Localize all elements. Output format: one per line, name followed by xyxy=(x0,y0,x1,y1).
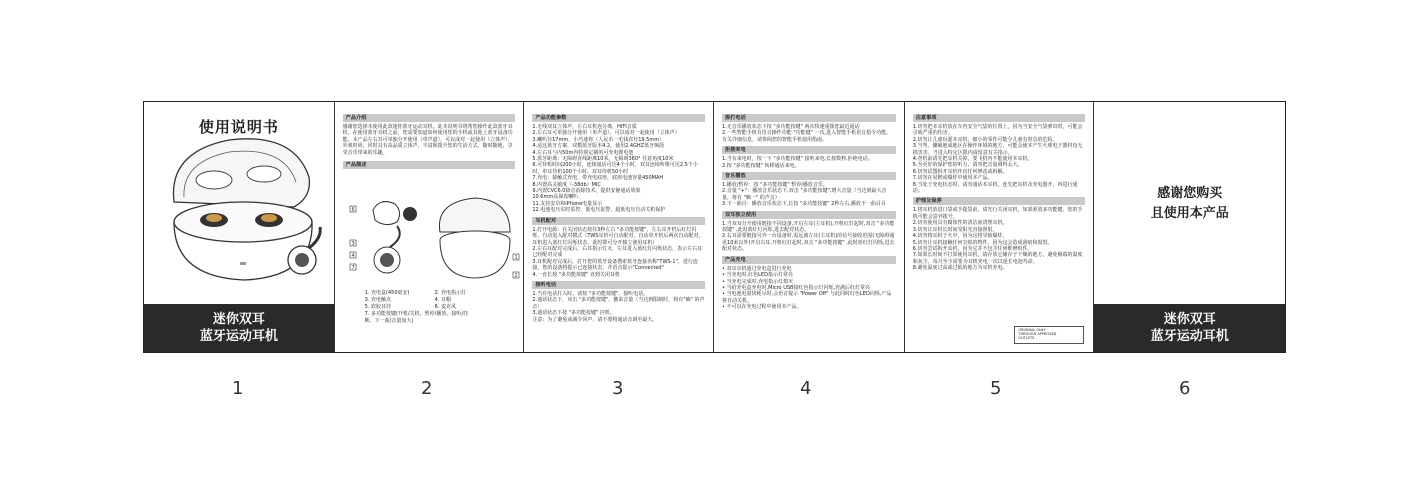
product-intro-panel xyxy=(335,102,525,352)
section-header-pairing: 耳机配对 xyxy=(532,217,705,225)
calls-text: 1.当有电话打入时，请按 "多功能按键"，接听电话。 2.通话状态下，双击 "多功能按键"，撤来音量（当达到限制时，将有"嘀" 的声音） 3.通话状态下按 "多功能按键" 挂机。 注意：为了避免或减少回声，请不要将通话音调至最大。 xyxy=(532,290,705,323)
svg-text:6: 6 xyxy=(351,207,355,213)
svg-text:1: 1 xyxy=(514,255,518,261)
specs-panel xyxy=(524,102,714,352)
notes-panel xyxy=(905,102,1095,352)
section-header-care: 护理及保养 xyxy=(913,197,1086,205)
svg-text:7: 7 xyxy=(351,265,355,271)
footer-line-1: 迷你双耳 xyxy=(212,312,265,327)
thanks-line-2: 且使用本产品 xyxy=(1150,206,1229,221)
section-header-intro: 产品介绍 xyxy=(343,114,516,122)
section-header-description: 产品描述 xyxy=(343,161,516,169)
thanks-message xyxy=(1094,184,1285,224)
svg-text:4: 4 xyxy=(351,253,355,259)
part-label: 4. 耳帽 xyxy=(434,297,452,303)
section-header-dial: 拨打电话 xyxy=(722,114,896,122)
footer-line-2: 蓝牙运动耳机 xyxy=(199,329,278,344)
logo-line: THROUGH APPROVED xyxy=(1018,332,1057,336)
svg-text:2: 2 xyxy=(514,273,518,279)
cover-footer xyxy=(144,304,334,352)
manual-strip xyxy=(143,101,1286,353)
part-label: 6. 麦克风 xyxy=(434,304,457,310)
part-labels xyxy=(365,290,515,325)
charging-text: • 双耳耳机通过充电盒进行充电 • 当充电时,红色LED指示灯常亮 • 当充电完成时,充电指示灯熄灭 • 当给充电盒充电时,Micro USB接红色指示灯闪烁,充满后红灯常亮 • 当电池电量快耗尽时,会语音提示 "Power Off" 与此同时红色LED闪烁,产品将自动关机。 • 不可以在充电过程中使用本产品。 xyxy=(722,265,892,311)
care-text: 1.将耳机放进口袋或手提袋前，请先行关闭耳机，如果须放多功能键，您的手机可能会意外拨号。 2.切勿使用具有腐蚀性的清洁液清理耳机。 3.切勿让耳机长时间受阳光直接照射。 4.切勿将耳机于火中，因为这将导致爆炸。 5.切勿让耳机接触任何尖锐的物件，因为这会造成刮痕和损毁。 6.切勿尝试拆开耳机，因为它并不包含任何维修组件。 7.如果长时间不打算使用耳机，请存放它储存于干燥的地方，避免极端的温度和灰尘，每月至少需要为耳机充电一次以延长电池寿命。 8.避免温度过高或过低的地方为耳机充电。 xyxy=(912,207,1083,272)
section-header-specs: 产品功能参数 xyxy=(532,114,705,122)
page-number: 3 xyxy=(612,378,624,399)
logo-line: OUTLETS xyxy=(1018,336,1035,340)
section-header-reject: 拒接来电 xyxy=(722,146,896,154)
solo-text: 1.当双耳分开使用链接不同设备,开启左耳(主耳机),开机红灯起时,双击 "多功能按键" ,此时蓝红灯闪烁,进去配对状态。 2.右耳需要链接另外一台设备时,需远离左耳(主耳机)的信号接收范围(无障碍通讯10米以外)开启右耳,开机红灯起时,双击 "多功能按键" ,此时蓝红灯闪烁,进去配对状态。 xyxy=(722,220,895,253)
part-label: 3. 充电触点 xyxy=(364,297,392,303)
page-number: 2 xyxy=(421,378,433,399)
cover-title: 使用说明书 xyxy=(198,118,279,136)
operation-panel xyxy=(714,102,905,352)
page-number: 1 xyxy=(232,378,244,399)
back-cover-panel xyxy=(1094,102,1285,352)
section-header-calls: 接听电话 xyxy=(532,281,705,289)
music-text: 1.播放/暂停：按 "多功能按键" 暂停/播放音乐。 2.音量 "+"：播放音乐状态下,双击 "多功能按键",增大音量（当达到最大音量，将有 "嘀一" 的声音） 3.下一曲目：播放音乐状态下,长按 "多功能按键" 2秒左右,播放下一曲目目 xyxy=(722,182,887,208)
section-header-solo: 双耳独立使用 xyxy=(722,211,896,219)
reject-text: 1.当有来电时，按一下 "多功能按键" 接听来电,长按数秒,拒绝电话。 2.按 "多功能按键" 转移通话来电。 xyxy=(722,156,873,169)
logo-line: ORIGINAL ONLY xyxy=(1018,328,1046,332)
section-header-notes: 注意事项 xyxy=(913,114,1086,122)
page-number: 5 xyxy=(990,378,1002,399)
authorized-logo xyxy=(1014,326,1084,344)
notes-text: 1.切勿把本耳机放在车内安全气袋的位置上，因为当安全气袋弹出时，可能会引致严重的伤害。 2.切勿让儿童玩耍本耳机，细小的零件可能令儿童有窒息的危险。 3.当驾、骤破地成地区在操作环境的地方，可能会使本产生火球电子器材没无损害害。当进入特定区限内请留意有关指示。 4.登机前请先把耳机关掉，要飞机内不能使用本耳机。 5.为更好的保护您的听力，请勿把音量调得太大。 6.切勿试图拆开耳机作出任何修改或拆解。 7.切勿在易燃或爆炸中使用本产品。 8.当处于充电状态时，请勿通话本耳机。连先把耳机及充电器开，再进行通话。 xyxy=(912,124,1083,195)
part-label: 2. 充电指示灯 xyxy=(434,290,467,296)
dial-text: 1.无音乐播放状态下按 "多功能按键" 两次快速重拨您最近通话 2.一些智能手机有语音操作功能 "功能键" 一次,进入智能手机语音指令功能。有关详细信息，请参阅您的智能手机使用指南。 xyxy=(722,124,892,143)
thanks-line-1: 感谢您购买 xyxy=(1157,186,1223,201)
part-label: 5. 软胶耳挂 xyxy=(364,304,392,310)
part-label: 1. 充电盒(450毫安) xyxy=(364,290,410,296)
cover-panel xyxy=(144,102,335,352)
section-header-music: 音乐播放 xyxy=(722,172,896,180)
part-label: 7. 多功能按键(开机/关机、暂停/播放、接听/挂断、下一曲/音量加大) xyxy=(364,311,469,324)
pairing-text: 1.打开电源：在关闭状态按住3秒左右 "多功能按键"，左右耳开机后红灯闪烁，自动进入配对模式（TWS耳机可自动配对，自动单开机后两次自动配对，耳机进入蓝红灯闪烁状态，此时即可分开独立使用耳机） 2.左右耳配对完成后，右耳指示灯灭，左耳进入蓝红灯闪烁状态，表示左右耳已经配对完成 3.耳机配对完成后，打开您的蓝牙设备搜索蓝牙连接名称"TWS-1"，进行连接，您的设备将提示已连接状态，并语音提示"Connected" 4.一直长按 "多功能按键" 直到关闭耳机 xyxy=(532,226,704,278)
intro-text: 感谢您选择本使用此款迷你蓝牙运动耳机。此本说明书将帮您操作此款蓝牙耳机。在使用蓝牙耳机之前，您需要知道如何使用您的手机或其他上蓝牙设备功能。本产品左右耳可单独分开使用（单声道），可以成对一起使用（立体声），外观时尚，同时具有高品质立体声，丰富和提升您的生活方式，随时随地，享受音乐带来的乐趣。 xyxy=(342,124,513,156)
svg-text:3: 3 xyxy=(351,241,355,247)
specs-text: 1.无线双耳立体声，左右耳机连分离，HIFI音质 2.左右耳可单独分开使用（单声道），可以成对一起使用（立体声） 3.喇叭径17mm，小巧迷你（人民币一毛钱直径19.5mm） 4.适这蓝牙方案，双模蓝牙版本4.2，使用2.4GHZ蓝牙频段 4.左右耳与内50m内特别定制的可充电锂电池 5.蓝牙距离：无障碍直线距离10米，无障碍360° 任意角度10米 6.可待机时间200小时，连续通话可达4个小时，双耳连续听歌可达2.5个小时，单耳待机100个小时，双耳待机50小时 7.充电：接触式充电，带充电底座，底座电池容量450MAH 8.内置高灵敏度（-38db）MIC 9.内置CVC6.0降音消除技术，提供安静通话效果 10.6mm高保真喇叭 11.支持安卓和iPhone电量显示 12.电池电压实时监控，低电压报警，超低电压自动关机保护 xyxy=(532,124,698,214)
footer-line-2: 蓝牙运动耳机 xyxy=(1150,329,1229,344)
page-number: 6 xyxy=(1179,378,1191,399)
section-header-charging: 产品充电 xyxy=(722,256,896,264)
footer-line-1: 迷你双耳 xyxy=(1163,312,1216,327)
back-footer xyxy=(1094,304,1285,352)
page-number: 4 xyxy=(800,378,812,399)
earbuds-case-illustration xyxy=(144,102,335,302)
